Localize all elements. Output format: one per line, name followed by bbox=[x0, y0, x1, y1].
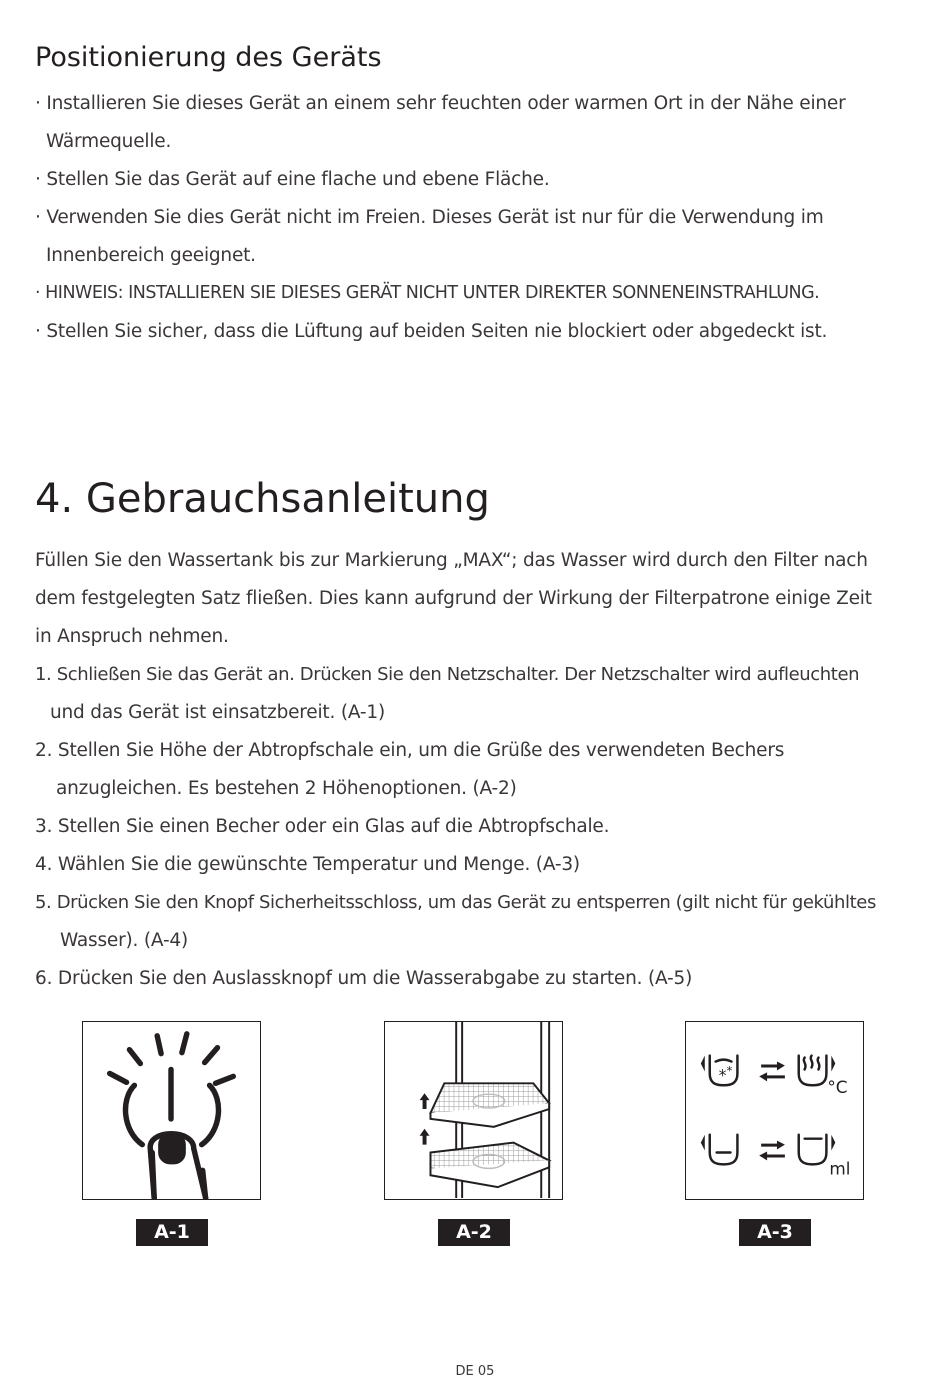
figure-a3 bbox=[685, 1021, 864, 1200]
unit-volume: ml bbox=[829, 1158, 851, 1179]
text-line: Wärmequelle. bbox=[46, 131, 172, 152]
text-line: dem festgelegten Satz fließen. Dies kann aufgrund der Wirkung der Filterpatrone einige Zeit bbox=[35, 588, 872, 609]
unit-temperature: °C bbox=[827, 1077, 848, 1098]
section-title-positioning: Positionierung des Geräts bbox=[35, 42, 382, 73]
step-2-cont: anzugleichen. Es bestehen 2 Höhenoptionen. (A-2) bbox=[56, 778, 517, 799]
page-number: DE 05 bbox=[455, 1364, 495, 1379]
label-a3: A-3 bbox=[739, 1219, 811, 1246]
text-line-warning: · HINWEIS: INSTALLIEREN SIE DIESES GERÄT NICHT UNTER DIREKTER SONNENEINSTRAHLUNG. bbox=[35, 283, 820, 303]
step-1: 1. Schließen Sie das Gerät an. Drücken Sie den Netzschalter. Der Netzschalter wird aufleuchten bbox=[35, 664, 860, 685]
svg-text:*: * bbox=[718, 1065, 727, 1085]
label-a1: A-1 bbox=[136, 1219, 208, 1246]
step-3: 3. Stellen Sie einen Becher oder ein Glas auf die Abtropfschale. bbox=[35, 816, 610, 837]
figure-a1 bbox=[82, 1021, 261, 1200]
svg-text:*: * bbox=[726, 1063, 733, 1078]
text-line: Füllen Sie den Wassertank bis zur Markierung „MAX“; das Wasser wird durch den Filter nach bbox=[35, 550, 868, 571]
drip-tray-icon bbox=[385, 1022, 562, 1199]
finger-press-icon bbox=[83, 1022, 260, 1199]
temperature-quantity-icon bbox=[686, 1022, 863, 1199]
section-title-instructions: 4. Gebrauchsanleitung bbox=[35, 476, 490, 522]
text-line: Innenbereich geeignet. bbox=[46, 245, 256, 266]
text-line: · Stellen Sie das Gerät auf eine flache und ebene Fläche. bbox=[35, 169, 550, 190]
step-4: 4. Wählen Sie die gewünschte Temperatur und Menge. (A-3) bbox=[35, 854, 580, 875]
text-line: · Installieren Sie dieses Gerät an einem sehr feuchten oder warmen Ort in der Nähe einer bbox=[35, 93, 846, 114]
text-line: · Verwenden Sie dies Gerät nicht im Freien. Dieses Gerät ist nur für die Verwendung im bbox=[35, 207, 824, 228]
step-6: 6. Drücken Sie den Auslassknopf um die Wasserabgabe zu starten. (A-5) bbox=[35, 968, 693, 989]
text-line: · Stellen Sie sicher, dass die Lüftung auf beiden Seiten nie blockiert oder abgedeckt ist. bbox=[35, 321, 828, 342]
text-line: in Anspruch nehmen. bbox=[35, 626, 229, 647]
step-5-cont: Wasser). (A-4) bbox=[60, 930, 189, 951]
step-1-cont: und das Gerät ist einsatzbereit. (A-1) bbox=[50, 702, 385, 723]
step-5: 5. Drücken Sie den Knopf Sicherheitsschloss, um das Gerät zu entsperren (gilt nicht für gekühltes bbox=[35, 892, 876, 913]
figure-a2 bbox=[384, 1021, 563, 1200]
label-a2: A-2 bbox=[438, 1219, 510, 1246]
step-2: 2. Stellen Sie Höhe der Abtropfschale ein, um die Grüße des verwendeten Bechers bbox=[35, 740, 785, 761]
